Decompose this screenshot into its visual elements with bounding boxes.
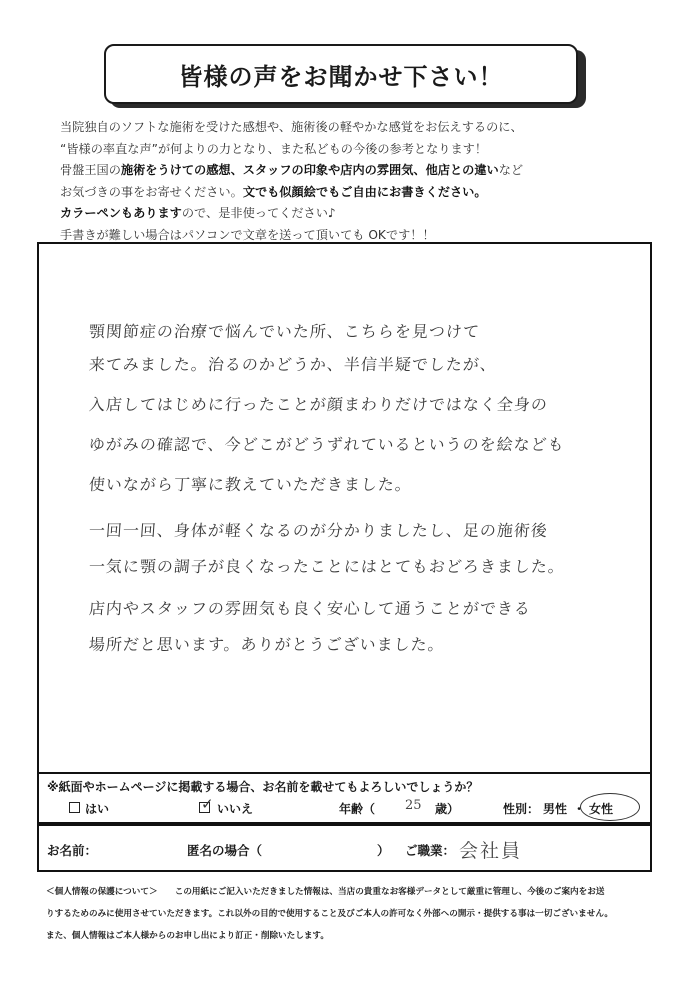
- comment-line: 一回一回、身体が軽くなるのが分かりましたし、足の施術後: [88, 521, 549, 540]
- comment-line: ゆがみの確認で、今どこがどうずれているというのを絵なども: [88, 435, 566, 454]
- privacy-line-3: また、個人情報はご本人様からのお申し出により訂正・削除いたします。: [46, 931, 329, 941]
- no-label: いいえ: [217, 802, 254, 816]
- title-box: [104, 44, 578, 104]
- privacy-notice: [46, 881, 656, 947]
- comment-box: [37, 242, 652, 774]
- comment-line: 入店してはじめに行ったことが顔まわりだけではなく全身の: [88, 395, 549, 414]
- gender-male[interactable]: 男性: [543, 802, 568, 816]
- no-checkbox[interactable]: [199, 795, 214, 813]
- consent-options: [67, 795, 637, 820]
- anonymous-close: ）: [377, 843, 390, 858]
- comment-line: 顎関節症の治療で悩んでいた所、こちらを見つけて: [88, 322, 481, 341]
- yes-checkbox[interactable]: [69, 802, 80, 813]
- gender-circle-mark: [580, 793, 640, 821]
- intro-line-2: “皆様の率直な声”が何よりの力となり、また私どもの今後の参考となります！: [60, 141, 488, 156]
- privacy-line-1: ＜個人情報の保護について＞ この用紙にご記入いただきました情報は、当店の貴重なお客様データとして厳重に管理し、今後のご案内をお送: [46, 887, 605, 897]
- intro-text: [60, 117, 660, 246]
- occupation-value: 会社員: [459, 840, 523, 862]
- gender-female[interactable]: 女性: [589, 802, 614, 816]
- check-mark-icon: ✓: [201, 795, 214, 813]
- consent-question: ※紙面やホームページに掲載する場合、お名前を載せてもよろしいでしょうか？: [47, 780, 479, 794]
- name-section: [37, 824, 652, 872]
- intro-line-5: カラーペンもありますので、是非使ってください♪: [60, 206, 336, 220]
- comment-line: 来てみました。治るのかどうか、半信半疑でしたが、: [88, 355, 498, 374]
- comment-line: 場所だと思います。ありがとうございました。: [88, 635, 446, 654]
- name-label: お名前：: [47, 843, 98, 858]
- intro-line-4: お気づきの事をお寄せください。文でも似顔絵でもご自由にお書きください。: [60, 184, 487, 199]
- consent-section: [37, 774, 652, 824]
- intro-line-3: 骨盤王国の施術をうけての感想、スタッフの印象や店内の雰囲気、他店との違いなど: [60, 163, 524, 177]
- page-title: 皆様の声をお聞かせ下さい！: [178, 62, 504, 91]
- comment-line: 店内やスタッフの雰囲気も良く安心して通うことができる: [88, 599, 532, 618]
- yes-label: はい: [85, 802, 110, 816]
- gender-separator: ・: [573, 802, 586, 816]
- comment-line: 一気に顎の調子が良くなったことにはとてもおどろきました。: [88, 557, 566, 576]
- gender-label: 性別：: [503, 802, 540, 816]
- age-value: 25: [405, 798, 422, 813]
- age-label: 年齢（: [339, 802, 376, 816]
- privacy-line-2: りするためのみに使用させていただきます。これ以外の目的で使用すること及びご本人の許可なく外部への開示・提供する事は一切ございません。: [46, 909, 614, 919]
- comment-line: 使いながら丁寧に教えていただきました。: [88, 475, 413, 494]
- anonymous-label: 匿名の場合（: [187, 843, 263, 858]
- age-suffix: 歳）: [435, 802, 460, 816]
- occupation-label: ご職業：: [405, 843, 456, 858]
- intro-line-6: 手書きが難しい場合はパソコンで文章を送って頂いても OKです！！: [60, 227, 435, 242]
- intro-line-1: 当院独自のソフトな施術を受けた感想や、施術後の軽やかな感覚をお伝えするのに、: [60, 120, 523, 134]
